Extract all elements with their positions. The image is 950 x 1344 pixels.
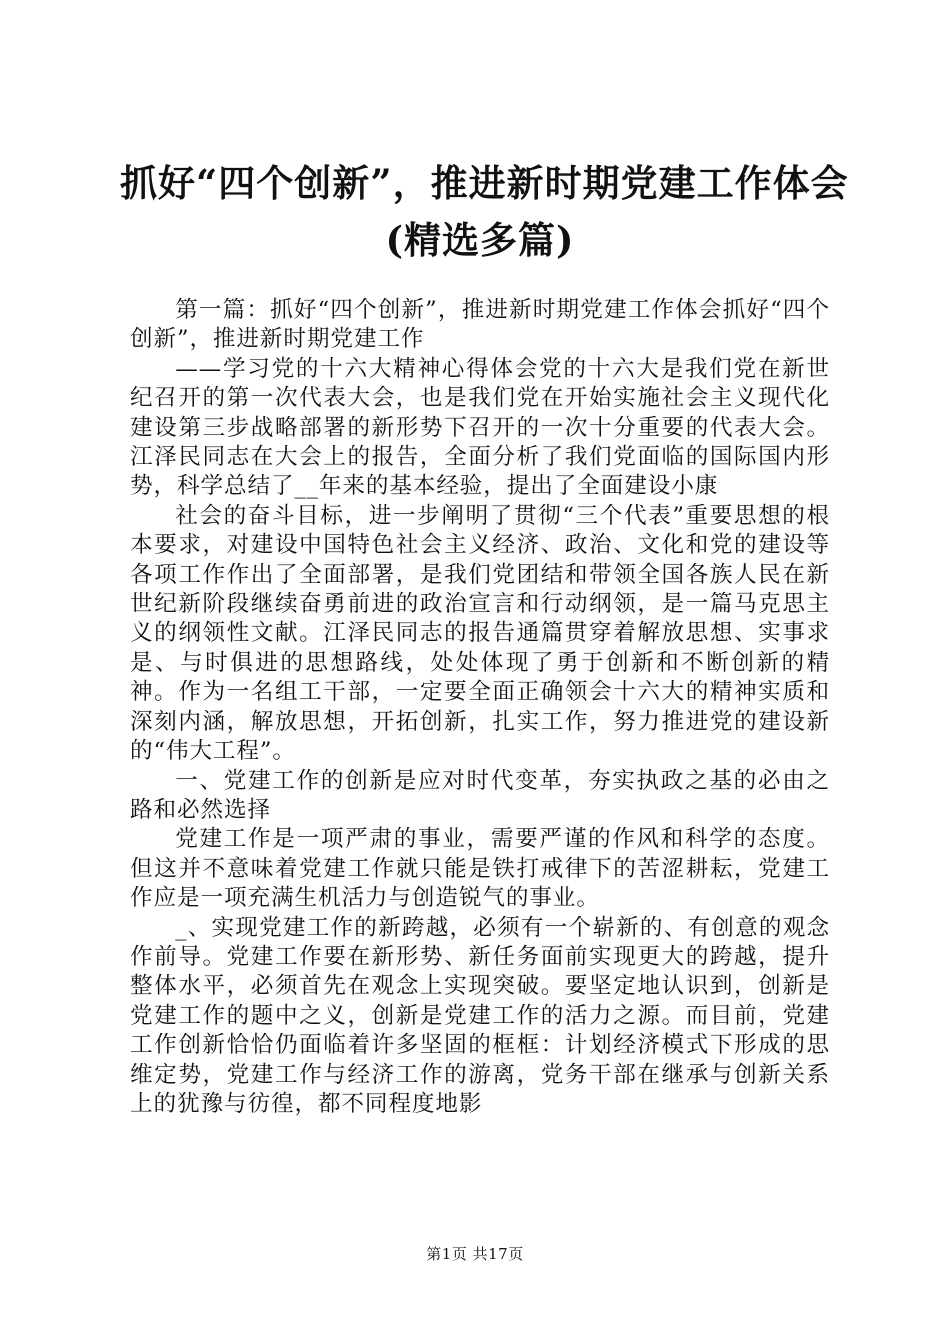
paragraph: 党建工作是一项严肃的事业，需要严谨的作风和科学的态度。但这并不意味着党建工作就只能是铁打戒律下的苦涩耕耘，党建工作应是一项充满生机活力与创造锐气的事业。: [130, 826, 830, 912]
paragraph: 社会的奋斗目标，进一步阐明了贯彻“三个代表”重要思想的根本要求，对建设中国特色社会主义经济、政治、文化和党的建设等各项工作作出了全面部署，是我们党团结和带领全国各族人民在新世纪新阶段继续奋勇前进的政治宣言和行动纲领，是一篇马克思主义的纲领性文献。江泽民同志的报告通篇贯穿着解放思想、实事求是、与时俱进的思想路线，处处体现了勇于创新和不断创新的精神。作为一名组工干部，一定要全面正确领会十六大的精神实质和深刻内涵，解放思想，开拓创新，扎实工作，努力推进党的建设新的“伟大工程”。: [130, 502, 830, 765]
document-title: 抓好“四个创新”，推进新时期党建工作体会: [120, 161, 849, 205]
paragraph: _、实现党建工作的新跨越，必须有一个崭新的、有创意的观念作前导。党建工作要在新形势、新任务面前实现更大的跨越，提升整体水平，必须首先在观念上实现突破。要坚定地认识到，创新是党建工作的题中之义，创新是党建工作的活力之源。而目前，党建工作创新恰恰仍面临着许多坚固的框框：计划经济模式下形成的思维定势，党建工作与经济工作的游离，党务干部在继承与创新关系上的犹豫与彷徨，都不同程度地影: [130, 914, 830, 1117]
document-body: [130, 296, 830, 1119]
paragraph: ——学习党的十六大精神心得体会党的十六大是我们党在新世纪召开的第一次代表大会，也是我们党在开始实施社会主义现代化建设第三步战略部署的新形势下召开的一次十分重要的代表大会。江泽民同志在大会上的报告，全面分析了我们党面临的国际国内形势，科学总结了__年来的基本经验，提出了全面建设小康: [130, 355, 830, 500]
paragraph: 第一篇：抓好“四个创新”，推进新时期党建工作体会抓好“四个创新”，推进新时期党建工作: [130, 297, 830, 353]
page-footer: 第1页 共17页: [426, 1245, 524, 1263]
paragraph: 一、党建工作的创新是应对时代变革，夯实执政之基的必由之路和必然选择: [130, 767, 830, 823]
document-subtitle: (精选多篇): [385, 218, 575, 262]
